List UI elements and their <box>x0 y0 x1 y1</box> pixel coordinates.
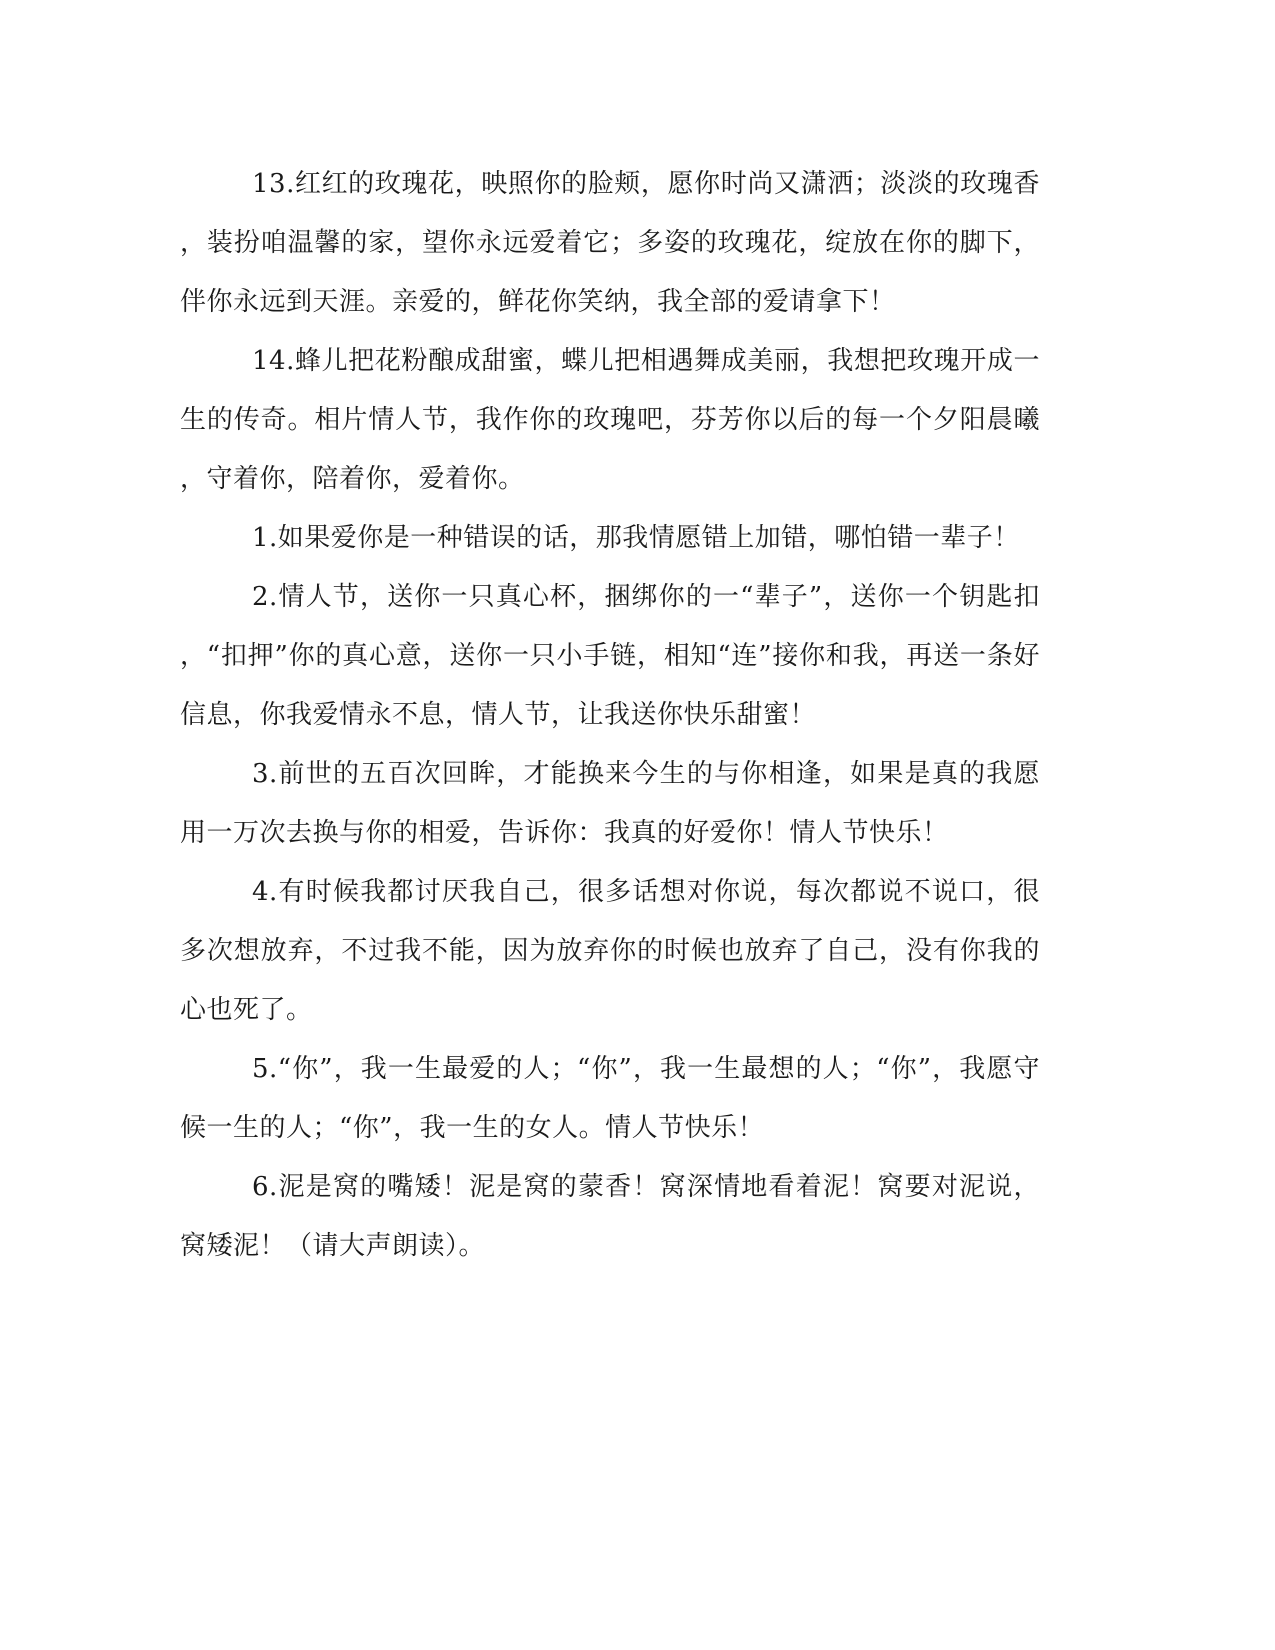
paragraph-3: 3.前世的五百次回眸，才能换来今生的与你相逢，如果是真的我愿用一万次去换与你的相爱，告诉你：我真的好爱你！情人节快乐！ <box>180 759 1040 848</box>
paragraph-14: 14.蜂儿把花粉酿成甜蜜，蝶儿把相遇舞成美丽，我想把玫瑰开成一生的传奇。相片情人节，我作你的玫瑰吧，芬芳你以后的每一个夕阳晨曦，守着你，陪着你，爱着你。 <box>180 346 1040 494</box>
paragraph-1: 1.如果爱你是一种错误的话，那我情愿错上加错，哪怕错一辈子！ <box>252 523 1020 553</box>
paragraph-2: 2.情人节，送你一只真心杯，捆绑你的一“辈子”，送你一个钥匙扣，“扣押”你的真心意，送你一只小手链，相知“连”接你和我，再送一条好信息，你我爱情永不息，情人节，让我送你快乐甜蜜！ <box>180 582 1040 730</box>
document-body <box>180 155 1040 1276</box>
paragraph-13: 13.红红的玫瑰花，映照你的脸颊，愿你时尚又潇洒；淡淡的玫瑰香，装扮咱温馨的家，望你永远爱着它；多姿的玫瑰花，绽放在你的脚下，伴你永远到天涯。亲爱的，鲜花你笑纳，我全部的爱请拿下！ <box>180 169 1040 317</box>
paragraph-6: 6.泥是窝的嘴矮！泥是窝的蒙香！窝深情地看着泥！窝要对泥说，窝矮泥！（请大声朗读）。 <box>180 1172 1040 1261</box>
paragraph-5: 5.“你”，我一生最爱的人；“你”，我一生最想的人；“你”，我愿守候一生的人；“你”，我一生的女人。情人节快乐！ <box>180 1054 1040 1143</box>
paragraph-4: 4.有时候我都讨厌我自己，很多话想对你说，每次都说不说口，很多次想放弃，不过我不能，因为放弃你的时候也放弃了自己，没有你我的心也死了。 <box>180 877 1040 1025</box>
